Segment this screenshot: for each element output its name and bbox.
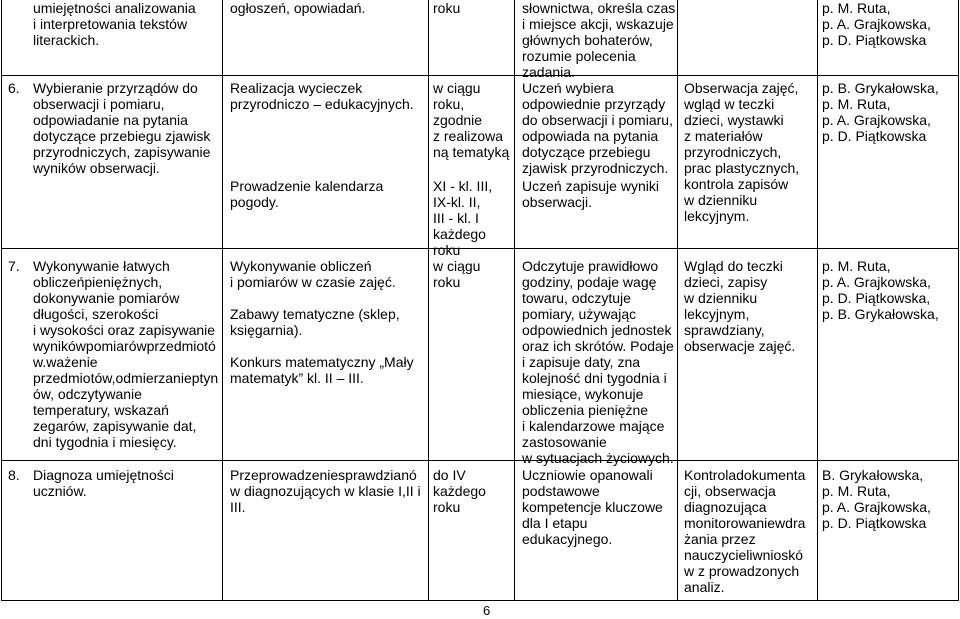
table-cell: p. M. Ruta, p. A. Grajkowska, p. D. Piątkowska <box>822 0 931 48</box>
table-cell: roku <box>433 0 461 16</box>
table-cell: umiejętności analizowania i interpretowania tekstów literackich. <box>33 0 196 48</box>
table-cell: Wgląd do teczki dzieci, zapisy w dzienniku lekcyjnym, sprawdziany, obserwacje zajęć. <box>684 258 796 354</box>
table-cell: Konkurs matematyczny „Mały matematyk” kl. II – III. <box>230 354 414 386</box>
table-cell: XI - kl. III, IX-kl. II, III - kl. I każdego roku <box>433 178 493 258</box>
table-cell: p. B. Grykałowska, p. M. Ruta, p. A. Grajkowska, p. D. Piątkowska <box>822 80 939 144</box>
table-bottom-border <box>1 600 959 601</box>
table-cell: do IV każdego roku <box>433 467 486 515</box>
table-cell: Kontroladokumenta cji, obserwacja diagnozująca monitorowaniewdra żania przez nauczycieliwnioskó w z prowadzonych analiz. <box>684 467 806 595</box>
table-cell: ogłoszeń, opowiadań. <box>230 0 366 16</box>
table-cell: w ciągu roku <box>433 258 481 290</box>
table-border-col4 <box>677 0 678 601</box>
table-row-divider <box>1 75 959 76</box>
table-cell: Obserwacja zajęć, wgląd w teczki dzieci, wystawki z materiałów przyrodniczych, prac plastycznych, kontrola zapisów w dzienniku lekcyjnym. <box>684 80 800 224</box>
table-border-col2 <box>428 0 429 601</box>
table-cell: Przeprowadzeniesprawdzianó w diagnozujących w klasie I,II i III. <box>230 467 421 515</box>
table-row-divider <box>1 460 959 461</box>
table-cell: Diagnoza umiejętności uczniów. <box>33 467 174 499</box>
table-cell: Zabawy tematyczne (sklep, księgarnia). <box>230 306 400 338</box>
table-border-col3 <box>514 0 515 601</box>
table-cell: p. M. Ruta, p. A. Grajkowska, p. D. Piątkowska, p. B. Grykałowska, <box>822 258 939 322</box>
table-cell: Wykonywanie obliczeń i pomiarów w czasie zajęć. <box>230 258 396 290</box>
table-cell: w ciągu roku, zgodnie z realizowa ną tematyką <box>433 80 510 160</box>
table-border-left <box>1 0 2 601</box>
table-cell: B. Grykałowska, p. M. Ruta, p. A. Grajkowska, p. D. Piątkowska <box>822 467 931 531</box>
page-number: 6 <box>483 603 491 618</box>
table-cell: Uczeń wybiera odpowiednie przyrządy do obserwacji i pomiaru, odpowiada na pytania dotyczące przebiegu zjawisk przyrodniczych. <box>522 80 673 176</box>
table-cell: Wykonywanie łatwych obliczeńpieniężnych, dokonywanie pomiarów długości, szerokości i wysokości oraz zapisywanie wynikówpomiarówprzedmiotó w.ważenie przedmiotów,odmierzanieptyn ów, odczytywanie temperatury, wskazań zegarów, zapisywanie dat, dni tygodnia i miesięcy. <box>33 258 219 450</box>
table-cell: Wybieranie przyrządów do obserwacji i pomiaru, odpowiadanie na pytania dotyczące przebiegu zjawisk przyrodniczych, zapisywanie wyników obserwacji. <box>33 80 211 176</box>
table-cell: Uczniowie opanowali podstawowe kompetencje kluczowe dla I etapu edukacyjnego. <box>522 467 663 547</box>
table-border-right <box>958 0 959 601</box>
row-number: 6. <box>8 80 20 96</box>
table-border-col5 <box>817 0 818 601</box>
table-border-col1 <box>222 0 223 601</box>
table-cell: Realizacja wycieczek przyrodniczo – edukacyjnych. <box>230 80 414 112</box>
table-cell: Uczeń zapisuje wyniki obserwacji. <box>522 178 659 210</box>
row-number: 7. <box>8 258 20 274</box>
table-cell: słownictwa, określa czas i miejsce akcji, wskazuje głównych bohaterów, rozumie polecenia zadania. <box>522 0 676 80</box>
row-number: 8. <box>8 467 20 483</box>
table-cell: Odczytuje prawidłowo godziny, podaje wagę towaru, odczytuje pomiary, używając odpowiednich jednostek oraz ich skrótów. Podaje i zapisuje daty, zna kolejność dni tygodnia i miesiące, wykonuje obliczenia pieniężne i kalendarzowe mające zastosowanie w sytuacjach życiowych. <box>522 258 674 466</box>
table-cell: Prowadzenie kalendarza pogody. <box>230 178 384 210</box>
